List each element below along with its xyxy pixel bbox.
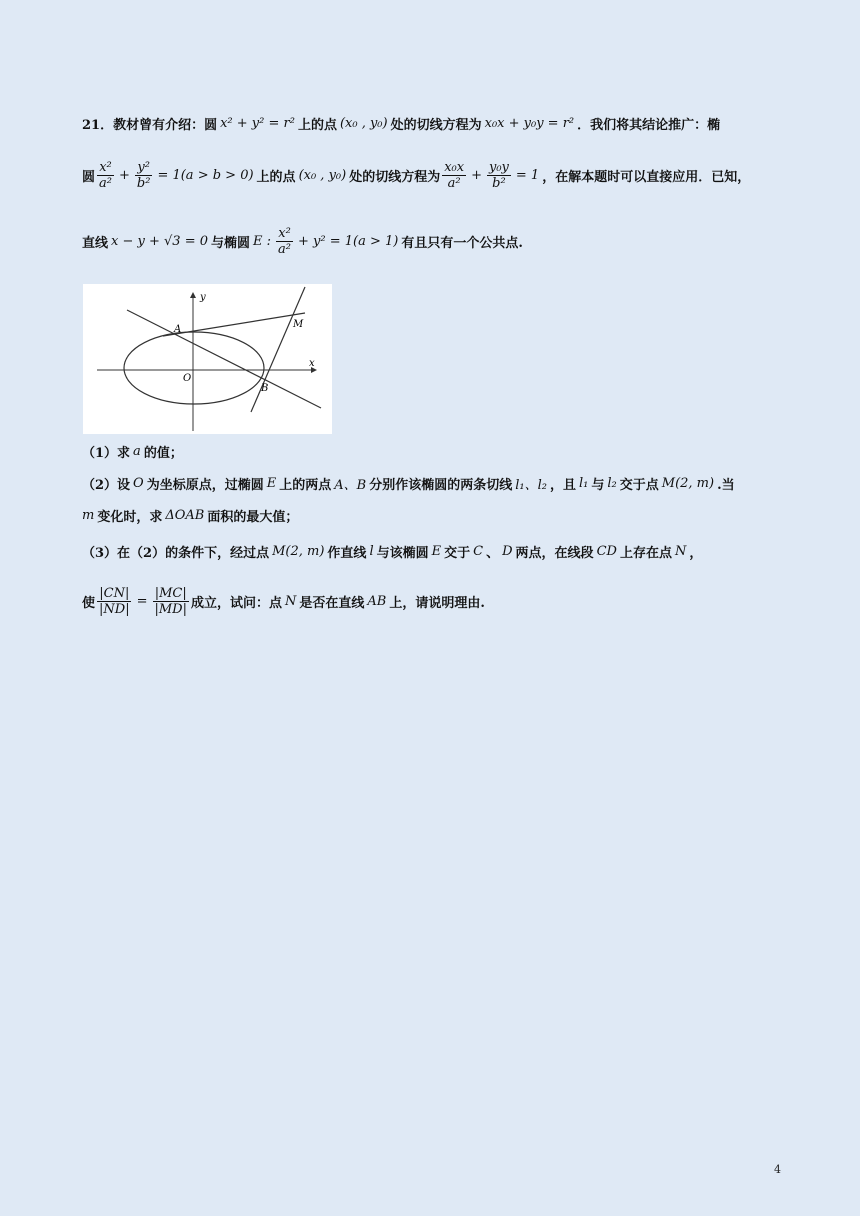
ellipse-name: E : [253, 234, 272, 249]
tangent-line-a [127, 310, 321, 408]
text: 处的切线方程为 [349, 170, 441, 185]
text: ，在解本题时可以直接应用．已知， [542, 170, 751, 185]
denominator: a² [447, 176, 461, 191]
text: （2）设 [82, 478, 131, 493]
numerator: |MC| [154, 586, 187, 601]
part-2-line-1 [82, 474, 778, 493]
lines-l1-l2: l₁、l₂ [515, 478, 547, 493]
text: 为坐标原点，过椭圆 [146, 478, 264, 493]
numerator: x₀x [444, 160, 465, 175]
point-d: D [502, 544, 513, 559]
numerator: y₀y [489, 160, 509, 175]
variable-o: O [133, 476, 144, 491]
text: 交于点 [619, 478, 659, 493]
point-c: C [473, 544, 484, 559]
label-b: B [261, 383, 269, 394]
line-equation: x − y + √3 = 0 [111, 234, 208, 249]
fraction-y0y-b2 [487, 160, 511, 191]
y-axis-arrow [190, 292, 196, 298]
point-n: N [285, 594, 297, 609]
text: 圆 [82, 170, 96, 185]
variable-m: m [82, 508, 95, 523]
numerator: y² [137, 160, 150, 175]
text: 的值； [143, 446, 183, 461]
fraction-cn-nd [97, 586, 132, 617]
problem-line-1 [82, 114, 778, 133]
text: 作直线 [327, 546, 367, 561]
text: 21．教材曾有介绍：圆 [82, 118, 218, 133]
text: 、 [486, 546, 500, 561]
problem-line-3 [82, 226, 778, 257]
text: 处的切线方程为 [390, 118, 482, 133]
denominator: b² [136, 176, 151, 191]
fraction-mc-md [152, 586, 189, 617]
point-m: M(2, m) [272, 544, 325, 559]
text: ，且 [549, 478, 576, 493]
ellipse-figure [83, 284, 332, 434]
line-l2: l₂ [607, 476, 617, 491]
equals-sign: = [136, 594, 148, 609]
label-o: O [183, 373, 192, 384]
line-ab: AB [367, 594, 387, 609]
denominator: |ND| [99, 602, 130, 617]
equals-one: = 1 [515, 168, 540, 183]
numerator: x² [278, 226, 291, 241]
text: .当 [717, 478, 735, 493]
text: （3）在（2）的条件下，经过点 [82, 546, 270, 561]
text: 直线 [82, 236, 109, 251]
line-l: l [369, 544, 374, 559]
label-x: x [309, 358, 315, 369]
part-2-line-2 [82, 506, 778, 525]
text: 上的点 [256, 170, 296, 185]
part-3-line-1 [82, 542, 778, 561]
tangent-line-am [163, 313, 305, 336]
tangent-line-bm [251, 287, 305, 412]
figure-svg [83, 284, 332, 434]
text: 交于 [444, 546, 471, 561]
label-y: y [200, 292, 206, 303]
text: 上存在点 [619, 546, 672, 561]
tangent-equation: x₀x + y₀y = r² [484, 116, 575, 131]
label-a: A [174, 324, 182, 335]
part-1 [82, 442, 778, 461]
denominator: a² [278, 242, 291, 257]
fraction-x2-a2 [97, 160, 114, 191]
text: 上的点 [297, 118, 337, 133]
text: 与该椭圆 [376, 546, 429, 561]
point-n: N [674, 544, 687, 559]
variable-e: E [266, 476, 277, 491]
text: 上，请说明理由. [389, 596, 485, 611]
text: 有且只有一个公共点. [401, 236, 523, 251]
line-l1: l₁ [578, 476, 589, 491]
text: ．我们将其结论推广：椭 [577, 118, 721, 133]
text: 是否在直线 [299, 596, 365, 611]
ellipse-equation-rest: + y² = 1(a > 1) [298, 234, 399, 249]
text: 与 [591, 478, 605, 493]
label-m: M [293, 319, 304, 330]
text: 两点，在线段 [515, 546, 594, 561]
circle-equation: x² + y² = r² [220, 116, 295, 131]
fraction-y2-b2 [135, 160, 153, 191]
numerator: x² [99, 160, 112, 175]
segment-cd: CD [596, 544, 617, 559]
text: ， [689, 546, 703, 561]
points-a-b: A、B [334, 478, 367, 493]
text: 使 [82, 596, 96, 611]
numerator: |CN| [99, 586, 130, 601]
fraction-x2-a2 [276, 226, 293, 257]
point-coords: (x₀ , y₀) [339, 116, 388, 131]
denominator: b² [492, 176, 506, 191]
text: 成立，试问：点 [190, 596, 282, 611]
text: （1）求 [82, 446, 131, 461]
plus-sign: + [471, 168, 482, 183]
problem-line-2 [82, 160, 778, 191]
text: 分别作该椭圆的两条切线 [369, 478, 513, 493]
text: 面积的最大值； [207, 510, 299, 525]
denominator: a² [99, 176, 112, 191]
fraction-x0x-a2 [442, 160, 466, 191]
plus-sign: + [118, 168, 130, 183]
variable-a: a [133, 444, 141, 459]
text: 变化时，求 [97, 510, 163, 525]
denominator: |MD| [154, 602, 187, 617]
triangle-oab: ΔOAB [165, 508, 205, 523]
ellipse-condition: = 1(a > b > 0) [157, 168, 254, 183]
point-m: M(2, m) [661, 476, 715, 491]
variable-e: E [431, 544, 442, 559]
text: 上的两点 [279, 478, 332, 493]
point-coords: (x₀ , y₀) [298, 168, 347, 183]
page-number: 4 [774, 1163, 781, 1176]
text: 与椭圆 [211, 236, 251, 251]
part-3-line-2 [82, 586, 778, 617]
